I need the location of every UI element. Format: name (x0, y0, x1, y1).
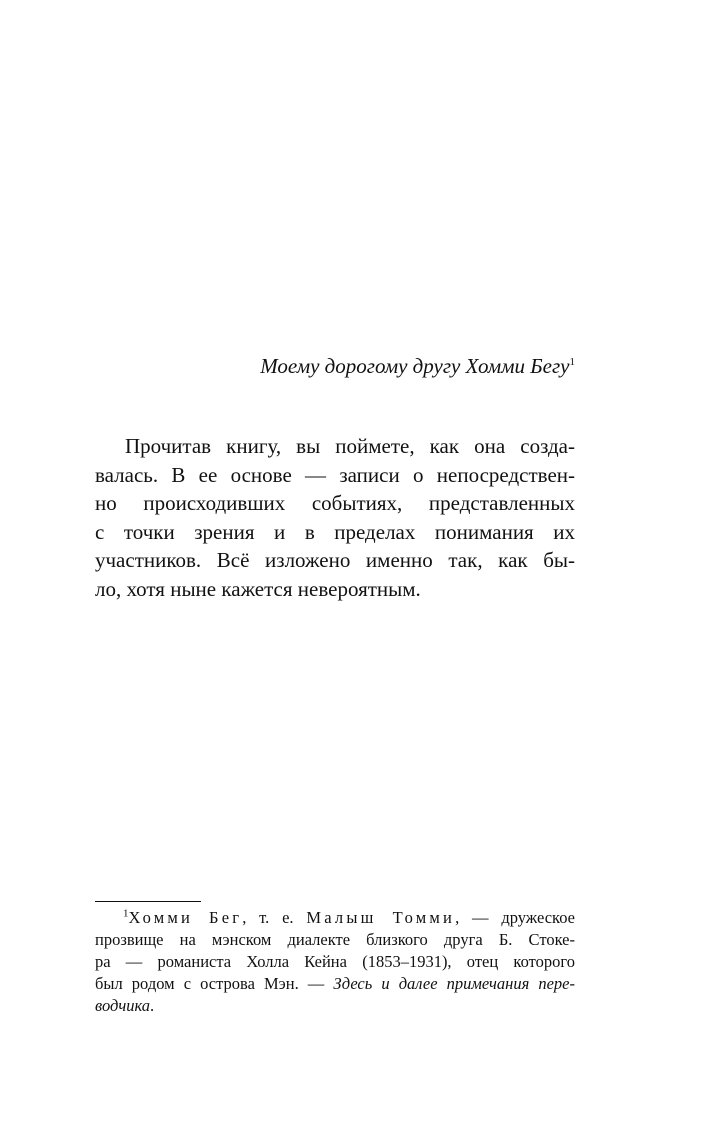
intro-line: но происходивших событиях, представленных (95, 491, 575, 515)
footnote-line: прозвище на мэнском диалекте близкого друга Б. Стоке- (95, 930, 575, 949)
intro-line: с точки зрения и в пределах понимания их (95, 519, 575, 544)
footnote-name-homi-beg: Хомми Бег (128, 908, 243, 927)
dedication (260, 352, 575, 380)
footnote-text: , — дружеское (455, 908, 575, 927)
intro-line: валась. В ее основе — записи о непосредствен- (95, 462, 575, 487)
footnote-separator-text: , т. е. (242, 908, 307, 927)
footnote-text: . (150, 996, 155, 1015)
footnote-mark: 1 (123, 907, 129, 920)
intro-line: Прочитав книгу, вы поймете, как она созда- (125, 434, 575, 458)
footnote-translator-note: водчика (95, 996, 151, 1015)
intro-line: ло, хотя ныне кажется невероятным. (95, 576, 421, 601)
footnote-translator-note: Здесь и далее примечания пере- (333, 974, 575, 993)
footnote-text: был родом с острова Мэн. — (95, 974, 334, 993)
dedication-text: Моему дорогому другу Хомми Бегу (260, 354, 570, 378)
footnote-name-malysh-tommi: Малыш Томми (306, 908, 456, 927)
footnote-line (95, 995, 575, 1017)
footnote-line: ра — романиста Холла Кейна (1853–1931), отец которого (95, 952, 575, 971)
intro-line: участников. Всё изложено именно так, как бы- (95, 548, 575, 572)
footnote-line (95, 907, 575, 929)
footnote-line (95, 973, 575, 995)
intro-paragraph (95, 432, 575, 603)
dedication-footnote-mark: 1 (569, 356, 575, 368)
footnote (95, 907, 575, 1017)
footnote-separator (95, 901, 201, 902)
